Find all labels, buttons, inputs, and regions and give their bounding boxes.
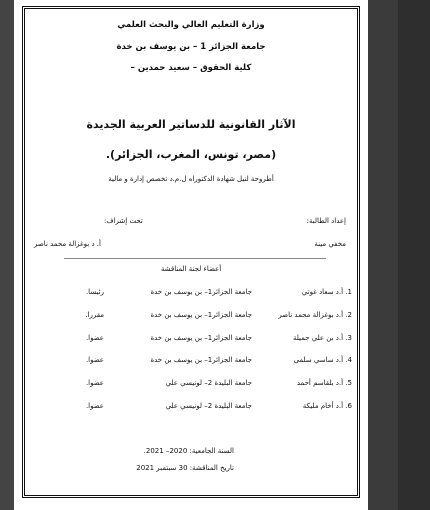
degree-line: أطروحة لنيل شهادة الدكتوراه ل.م.د تخصص إدارة و مالية xyxy=(108,175,274,183)
student-name: مخفي مينة xyxy=(314,240,346,248)
page-border-frame xyxy=(22,6,360,498)
committee-member-row xyxy=(14,379,368,393)
member-university: جامعة البليدة 2– لونيسي علي xyxy=(165,379,252,387)
member-university: جامعة الجزائر1– بن يوسف بن خدة xyxy=(150,311,252,319)
member-role: رئيسا. xyxy=(85,288,104,296)
member-role: مقررا. xyxy=(85,311,104,319)
member-university: جامعة الجزائر1– بن يوسف بن خدة xyxy=(150,288,252,296)
faculty-name: كلية الحقوق – سعيد حمدين – xyxy=(130,63,252,73)
member-name: 6. أ.د أخام مليكة xyxy=(302,402,352,410)
committee-member-row xyxy=(14,356,368,370)
viewer-left-margin xyxy=(0,0,14,510)
supervisor-name: أ. د بوغزالة محمد ناصر xyxy=(34,240,101,248)
member-name: 2. أ.د بوغزالة محمد ناصر xyxy=(278,311,352,319)
member-role: عضوا. xyxy=(85,334,104,342)
member-role: عضوا. xyxy=(85,356,104,364)
thesis-title: الآثار القانونية للدساتير العربية الجديدة xyxy=(86,118,296,131)
prepared-by-label: إعداد الطالبة: xyxy=(306,217,346,225)
member-university: جامعة الجزائر1– بن يوسف بن خدة xyxy=(150,334,252,342)
thesis-subtitle: (مصر، تونس، المغرب، الجزائر). xyxy=(105,148,277,161)
university-name: جامعة الجزائر 1 – بن يوسف بن خدة xyxy=(116,42,266,52)
member-role: عضوا. xyxy=(85,402,104,410)
committee-heading: أعضاء لجنة المناقشة xyxy=(160,265,222,273)
member-name: 4. أ.د ساسي سلمى xyxy=(293,356,352,364)
committee-member-row xyxy=(14,311,368,325)
committee-member-row xyxy=(14,402,368,416)
divider-line xyxy=(64,258,326,259)
document-page xyxy=(14,0,368,510)
viewer-side-panel xyxy=(368,0,430,510)
committee-member-row xyxy=(14,288,368,302)
member-role: عضوا. xyxy=(85,379,104,387)
defense-date: تاريخ المناقشة: 30 سبتمبر 2021 xyxy=(136,464,234,472)
supervisor-label: تحت إشراف: xyxy=(104,217,143,225)
scrollbar-track[interactable] xyxy=(398,0,430,510)
ministry-name: وزارة التعليم العالي والبحث العلمي xyxy=(117,20,265,30)
academic-year: السنة الجامعية: 2020– 2021. xyxy=(143,447,234,455)
member-university: جامعة الجزائر1– بن يوسف بن خدة xyxy=(150,356,252,364)
member-university: جامعة البليدة 2– لونيسي علي xyxy=(165,402,252,410)
member-name: 3. أ.د بن علي جميلة xyxy=(292,334,352,342)
member-name: 5. أ.د بلقاسم أحمد xyxy=(296,379,352,387)
member-name: 1. أ.د سعاد غوتي xyxy=(301,288,352,296)
committee-member-row xyxy=(14,334,368,348)
